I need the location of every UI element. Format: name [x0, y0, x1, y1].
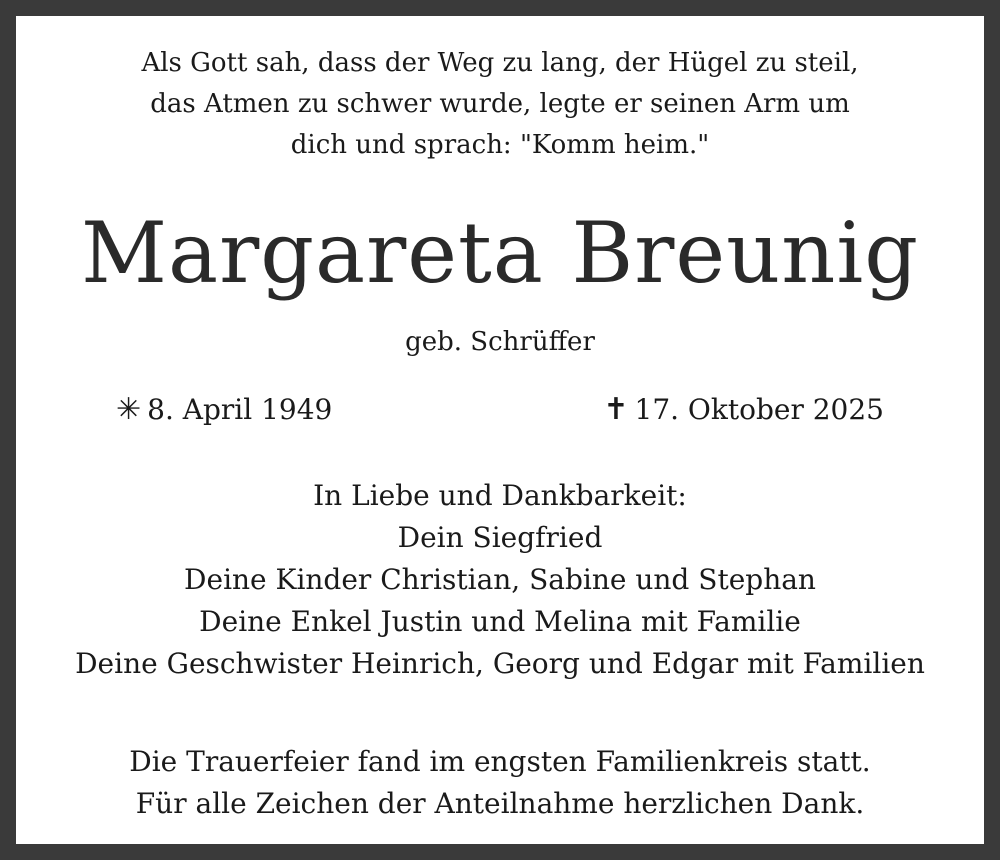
- birth-date: 8. April 1949: [147, 393, 333, 426]
- verse-line-2: das Atmen zu schwer wurde, legte er seinen Arm um: [150, 89, 850, 119]
- closing-line-2: Für alle Zeichen der Anteilnahme herzlichen Dank.: [135, 787, 865, 820]
- verse-line-3: dich und sprach: "Komm heim.": [290, 130, 710, 160]
- maiden-name: geb. Schrüffer: [405, 327, 595, 357]
- mourner-line: Deine Geschwister Heinrich, Georg und Edgar mit Familien: [75, 647, 925, 680]
- birth-star-icon: ✳: [116, 392, 142, 427]
- death-date: 17. Oktober 2025: [634, 393, 884, 426]
- mourner-line: Deine Enkel Justin und Melina mit Familie: [199, 605, 801, 638]
- closing-line-1: Die Trauerfeier fand im engsten Familienkreis statt.: [129, 745, 871, 778]
- birth-date-row: [116, 392, 332, 427]
- death-date-row: [603, 392, 884, 427]
- mourner-line: Dein Siegfried: [397, 521, 603, 554]
- mourner-line: Deine Kinder Christian, Sabine und Stephan: [184, 563, 816, 596]
- mourners-intro: In Liebe und Dankbarkeit:: [313, 479, 687, 512]
- verse-line-1: Als Gott sah, dass der Weg zu lang, der Hügel zu steil,: [141, 48, 859, 78]
- death-cross-icon: ✝: [603, 392, 629, 427]
- deceased-name: Margareta Breunig: [81, 204, 919, 302]
